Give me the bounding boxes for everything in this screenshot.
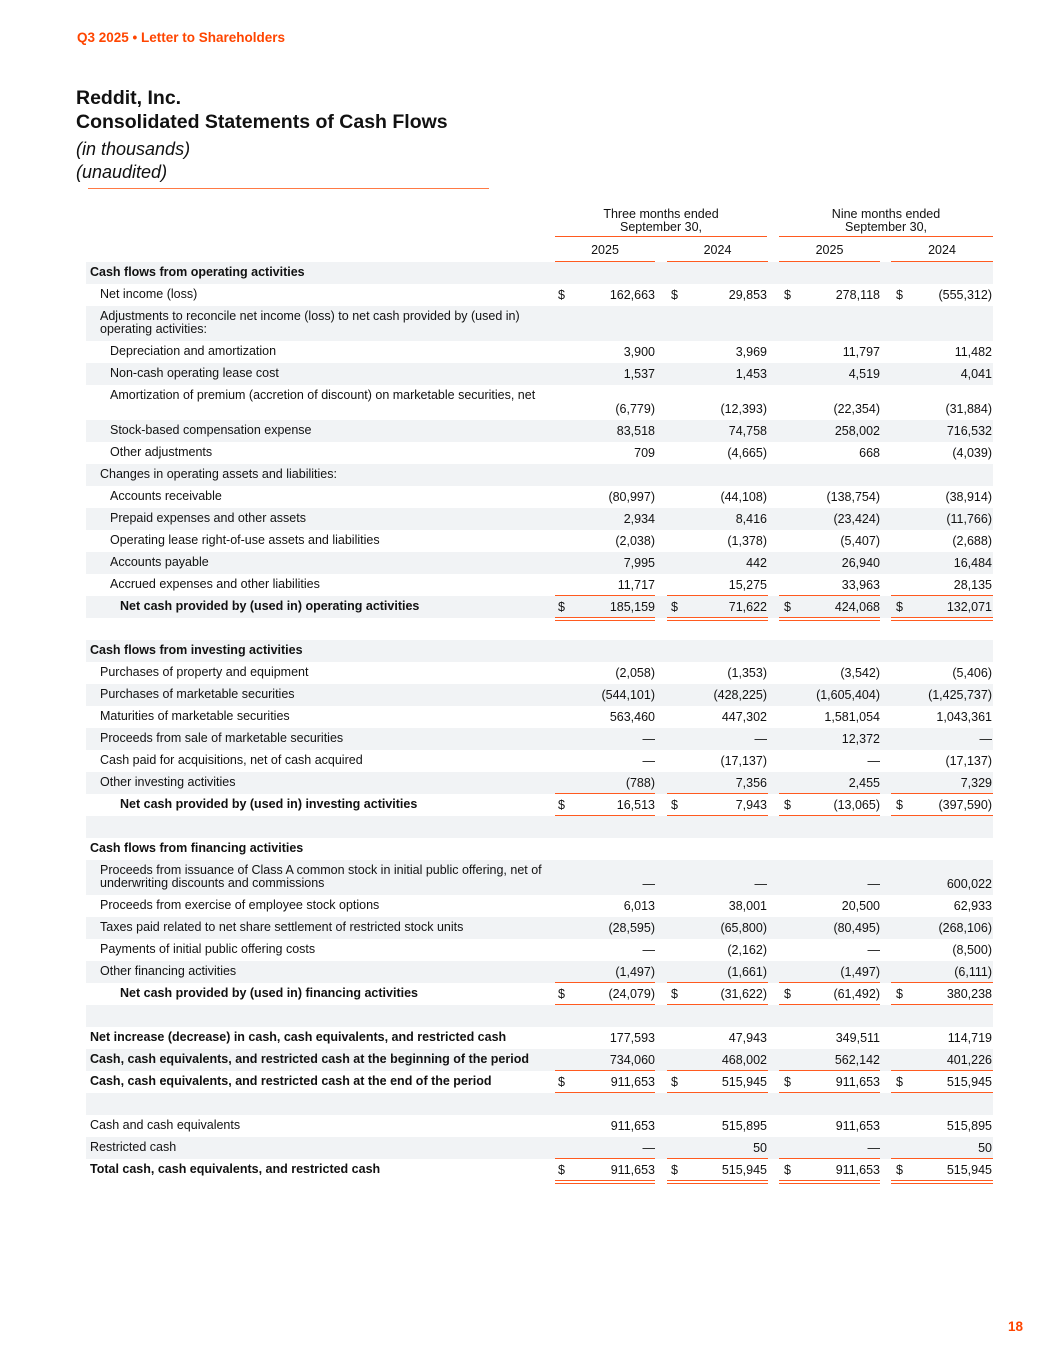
row-label: Cash paid for acquisitions, net of cash acquired	[100, 753, 363, 767]
row-value: (6,111)	[954, 965, 992, 979]
dollar-sign: $	[671, 798, 678, 812]
row-value: —	[642, 732, 655, 746]
table-row	[86, 706, 993, 728]
row-value: 71,622	[728, 600, 767, 614]
row-label: Purchases of marketable securities	[100, 687, 295, 701]
row-value: 911,653	[610, 1119, 655, 1133]
row-value: 911,653	[610, 1163, 655, 1177]
row-label: Total cash, cash equivalents, and restricted cash	[90, 1162, 381, 1176]
row-value: (31,622)	[720, 987, 767, 1001]
year-header: 2025	[591, 243, 619, 257]
dollar-sign: $	[896, 600, 903, 614]
row-value: 258,002	[834, 424, 880, 438]
table-row	[86, 895, 993, 917]
row-value: 911,653	[835, 1119, 880, 1133]
row-value: 11,717	[617, 578, 655, 592]
row-value: 563,460	[609, 710, 655, 724]
row-value: 28,135	[953, 578, 992, 592]
row-value: 447,302	[721, 710, 767, 724]
section-header-row	[86, 838, 993, 860]
row-value: —	[754, 732, 767, 746]
row-value: (1,378)	[727, 534, 767, 548]
row-value: (13,065)	[833, 798, 880, 812]
dollar-sign: $	[558, 798, 565, 812]
table-row	[86, 530, 993, 552]
row-value: (65,800)	[720, 921, 767, 935]
row-value: 38,001	[728, 899, 767, 913]
table-row	[86, 1049, 993, 1071]
row-value: (8,500)	[952, 943, 992, 957]
row-value: 3,900	[623, 345, 655, 359]
period-header-line1: Nine months ended	[831, 207, 941, 221]
row-value: 1,537	[623, 367, 655, 381]
row-label: Net cash provided by (used in) investing activities	[120, 797, 418, 811]
dollar-sign: $	[558, 600, 565, 614]
row-value: 8,416	[735, 512, 767, 526]
row-value: 12,372	[841, 732, 880, 746]
row-label: Amortization of premium (accretion of discount) on marketable securities, net	[110, 388, 536, 402]
period-header-line2: September 30,	[845, 220, 927, 234]
row-label: Changes in operating assets and liabilities:	[100, 467, 337, 481]
row-value: (23,424)	[833, 512, 880, 526]
row-value: (555,312)	[938, 288, 992, 302]
table-row	[86, 574, 993, 596]
table-row	[86, 750, 993, 772]
table-row	[86, 939, 993, 961]
dollar-sign: $	[784, 1163, 791, 1177]
row-value: 1,453	[735, 367, 767, 381]
row-value: 16,484	[953, 556, 992, 570]
spacer-row	[86, 816, 993, 838]
row-value: 4,041	[960, 367, 992, 381]
row-value: (17,137)	[720, 754, 767, 768]
row-value: 3,969	[735, 345, 767, 359]
row-value: 15,275	[728, 578, 767, 592]
row-value: —	[642, 754, 655, 768]
table-row	[86, 728, 993, 750]
row-value: 50	[978, 1141, 992, 1155]
row-value: (1,353)	[727, 666, 767, 680]
dollar-sign: $	[896, 987, 903, 1001]
row-label: Cash, cash equivalents, and restricted cash at the beginning of the period	[90, 1052, 529, 1066]
row-label: Proceeds from sale of marketable securities	[100, 731, 344, 745]
row-label: Cash flows from financing activities	[90, 841, 304, 855]
row-value: 33,963	[841, 578, 880, 592]
row-value: 515,945	[721, 1163, 767, 1177]
row-value: 911,653	[610, 1075, 655, 1089]
row-label: Net income (loss)	[100, 287, 198, 301]
row-value: —	[867, 943, 880, 957]
table-row	[86, 662, 993, 684]
row-value: (788)	[625, 776, 655, 790]
row-value: —	[867, 1141, 880, 1155]
table-row	[86, 1027, 993, 1049]
row-value: (1,605,404)	[816, 688, 880, 702]
section-header-row	[86, 262, 993, 284]
table-row	[86, 306, 993, 341]
row-label: Maturities of marketable securities	[100, 709, 290, 723]
dollar-sign: $	[558, 288, 565, 302]
row-value: (61,492)	[833, 987, 880, 1001]
row-value: 734,060	[609, 1053, 655, 1067]
total-double-rule	[779, 1183, 880, 1184]
table-row	[86, 961, 993, 983]
dollar-sign: $	[896, 1075, 903, 1089]
total-row	[86, 1071, 993, 1093]
row-value: 515,945	[946, 1163, 992, 1177]
table-row	[86, 284, 993, 306]
row-label: Other investing activities	[100, 775, 236, 789]
row-value: —	[642, 1141, 655, 1155]
row-value: 47,943	[728, 1031, 767, 1045]
dollar-sign: $	[671, 987, 678, 1001]
row-value: (17,137)	[945, 754, 992, 768]
row-value: —	[979, 732, 992, 746]
row-value: (2,688)	[952, 534, 992, 548]
row-value: (6,779)	[615, 402, 655, 416]
title-divider	[88, 188, 489, 189]
dollar-sign: $	[671, 1163, 678, 1177]
row-label: Cash flows from operating activities	[90, 265, 305, 279]
row-value: 380,238	[946, 987, 992, 1001]
row-value: 349,511	[835, 1031, 880, 1045]
row-value: (2,162)	[727, 943, 767, 957]
period-header-rule	[779, 236, 993, 237]
row-value: —	[642, 877, 655, 891]
row-value: (2,058)	[615, 666, 655, 680]
dollar-sign: $	[784, 798, 791, 812]
row-label: Proceeds from issuance of Class A common stock in initial public offering, net of underwriting discounts and commissions	[100, 863, 542, 890]
dollar-sign: $	[784, 987, 791, 1001]
period-header-line2: September 30,	[620, 220, 702, 234]
row-value: 50	[753, 1141, 767, 1155]
row-value: 162,663	[609, 288, 655, 302]
row-value: (5,407)	[840, 534, 880, 548]
row-value: 278,118	[835, 288, 880, 302]
row-value: (5,406)	[952, 666, 992, 680]
title-block	[76, 86, 448, 184]
row-label: Adjustments to reconcile net income (loss) to net cash provided by (used in) operating activities:	[100, 309, 520, 336]
table-row	[86, 486, 993, 508]
table-row	[86, 772, 993, 794]
row-label: Cash flows from investing activities	[90, 643, 303, 657]
row-value: 716,532	[946, 424, 992, 438]
row-value: (397,590)	[938, 798, 992, 812]
row-value: (4,665)	[727, 446, 767, 460]
row-value: (428,225)	[713, 688, 767, 702]
period-header-nine-months	[779, 208, 993, 234]
row-value: 709	[634, 446, 655, 460]
row-label: Restricted cash	[90, 1140, 177, 1154]
row-value: —	[867, 754, 880, 768]
row-value: (80,997)	[608, 490, 655, 504]
row-value: 515,945	[946, 1075, 992, 1089]
row-value: 668	[859, 446, 880, 460]
row-label: Purchases of property and equipment	[100, 665, 309, 679]
row-value: 7,356	[735, 776, 767, 790]
row-value: (31,884)	[945, 402, 992, 416]
row-value: (22,354)	[833, 402, 880, 416]
total-double-rule	[667, 1183, 768, 1184]
year-header: 2024	[928, 243, 956, 257]
row-value: (544,101)	[601, 688, 655, 702]
spacer-row	[86, 1093, 993, 1115]
spacer-row	[86, 618, 993, 640]
row-label: Other adjustments	[110, 445, 213, 459]
row-label: Other financing activities	[100, 964, 237, 978]
total-double-rule	[891, 1183, 993, 1184]
total-row	[86, 794, 993, 816]
row-label: Net cash provided by (used in) financing activities	[120, 986, 418, 1000]
row-value: 401,226	[946, 1053, 992, 1067]
row-value: (1,497)	[840, 965, 880, 979]
statement-title: Consolidated Statements of Cash Flows	[76, 111, 448, 133]
row-value: (138,754)	[826, 490, 880, 504]
row-value: 911,653	[835, 1163, 880, 1177]
total-double-rule	[555, 1183, 655, 1184]
table-row	[86, 860, 993, 895]
dollar-sign: $	[784, 1075, 791, 1089]
table-row	[86, 1115, 993, 1137]
row-label: Taxes paid related to net share settlement of restricted stock units	[100, 920, 464, 934]
table-row	[86, 363, 993, 385]
row-value: (80,495)	[833, 921, 880, 935]
row-value: (2,038)	[615, 534, 655, 548]
row-value: 7,943	[735, 798, 767, 812]
year-header: 2025	[815, 243, 844, 257]
spacer-row	[86, 1005, 993, 1027]
row-value: (28,595)	[608, 921, 655, 935]
row-value: 11,482	[954, 345, 992, 359]
company-name: Reddit, Inc.	[76, 87, 182, 109]
period-header-three-months	[555, 208, 767, 234]
row-value: (38,914)	[945, 490, 992, 504]
table-row	[86, 341, 993, 363]
dollar-sign: $	[784, 600, 791, 614]
row-label: Depreciation and amortization	[110, 344, 277, 358]
row-value: 1,581,054	[824, 710, 880, 724]
row-value: 911,653	[835, 1075, 880, 1089]
dollar-sign: $	[671, 600, 678, 614]
total-rule	[779, 1180, 880, 1181]
row-value: 1,043,361	[936, 710, 992, 724]
period-header-rule	[555, 236, 767, 237]
row-value: 185,159	[609, 600, 655, 614]
row-label: Prepaid expenses and other assets	[110, 511, 306, 525]
row-value: (24,079)	[608, 987, 655, 1001]
row-label: Cash and cash equivalents	[90, 1118, 241, 1132]
row-value: (4,039)	[952, 446, 992, 460]
dollar-sign: $	[558, 1075, 565, 1089]
row-label: Accrued expenses and other liabilities	[110, 577, 320, 591]
table-row	[86, 442, 993, 464]
page-number: 18	[1007, 1319, 1023, 1334]
row-value: 29,853	[728, 288, 767, 302]
total-row	[86, 1159, 993, 1181]
row-value: 83,518	[616, 424, 655, 438]
dollar-sign: $	[896, 1163, 903, 1177]
row-value: 2,934	[623, 512, 655, 526]
row-value: 177,593	[609, 1031, 655, 1045]
table-row	[86, 508, 993, 530]
row-value: —	[754, 877, 767, 891]
row-value: (268,106)	[938, 921, 992, 935]
cash-flow-table	[86, 262, 993, 1181]
row-label: Cash, cash equivalents, and restricted cash at the end of the period	[90, 1074, 492, 1088]
row-value: (12,393)	[720, 402, 767, 416]
table-row	[86, 552, 993, 574]
year-header: 2024	[703, 243, 732, 257]
row-value: (3,542)	[840, 666, 880, 680]
row-value: 515,895	[946, 1119, 992, 1133]
total-rule	[667, 1180, 768, 1181]
audit-note: (unaudited)	[76, 162, 168, 182]
dollar-sign: $	[896, 798, 903, 812]
row-value: 16,513	[616, 798, 655, 812]
row-value: 424,068	[834, 600, 880, 614]
dollar-sign: $	[784, 288, 791, 302]
table-row	[86, 917, 993, 939]
total-rule	[555, 1180, 655, 1181]
row-value: 4,519	[848, 367, 880, 381]
row-label: Net increase (decrease) in cash, cash equivalents, and restricted cash	[90, 1030, 507, 1044]
table-row	[86, 385, 993, 420]
table-row	[86, 684, 993, 706]
row-value: 2,455	[848, 776, 880, 790]
row-label: Operating lease right-of-use assets and liabilities	[110, 533, 380, 547]
row-value: 114,719	[947, 1031, 992, 1045]
row-value: —	[867, 877, 880, 891]
row-value: (1,661)	[727, 965, 767, 979]
row-value: (44,108)	[720, 490, 767, 504]
row-value: 74,758	[728, 424, 767, 438]
row-value: (1,497)	[615, 965, 655, 979]
table-row	[86, 420, 993, 442]
table-row	[86, 1137, 993, 1159]
total-row	[86, 596, 993, 618]
row-value: 562,142	[834, 1053, 880, 1067]
dollar-sign: $	[896, 288, 903, 302]
period-header-line1: Three months ended	[603, 207, 719, 221]
section-header-row	[86, 640, 993, 662]
row-value: 11,797	[842, 345, 880, 359]
total-row	[86, 983, 993, 1005]
units-note: (in thousands)	[76, 139, 191, 159]
row-value: 26,940	[841, 556, 880, 570]
row-value: (1,425,737)	[928, 688, 992, 702]
row-label: Non-cash operating lease cost	[110, 366, 279, 380]
dollar-sign: $	[671, 288, 678, 302]
row-value: —	[642, 943, 655, 957]
page-header: Q3 2025 • Letter to Shareholders	[77, 30, 286, 45]
row-value: 468,002	[721, 1053, 767, 1067]
row-label: Accounts receivable	[110, 489, 222, 503]
row-value: 600,022	[946, 877, 992, 891]
row-label: Stock-based compensation expense	[110, 423, 312, 437]
row-value: 515,945	[721, 1075, 767, 1089]
row-value: 442	[746, 556, 767, 570]
row-value: 7,995	[623, 556, 655, 570]
dollar-sign: $	[558, 1163, 565, 1177]
row-value: (11,766)	[946, 512, 992, 526]
dollar-sign: $	[671, 1075, 678, 1089]
row-value: 20,500	[841, 899, 880, 913]
row-label: Payments of initial public offering costs	[100, 942, 316, 956]
row-label: Proceeds from exercise of employee stock options	[100, 898, 380, 912]
row-value: 132,071	[946, 600, 992, 614]
row-value: 515,895	[721, 1119, 767, 1133]
row-label: Accounts payable	[110, 555, 209, 569]
row-value: 62,933	[953, 899, 992, 913]
dollar-sign: $	[558, 987, 565, 1001]
total-rule	[891, 1180, 993, 1181]
table-row	[86, 464, 993, 486]
row-label: Net cash provided by (used in) operating activities	[120, 599, 420, 613]
row-value: 7,329	[960, 776, 992, 790]
row-value: 6,013	[623, 899, 655, 913]
